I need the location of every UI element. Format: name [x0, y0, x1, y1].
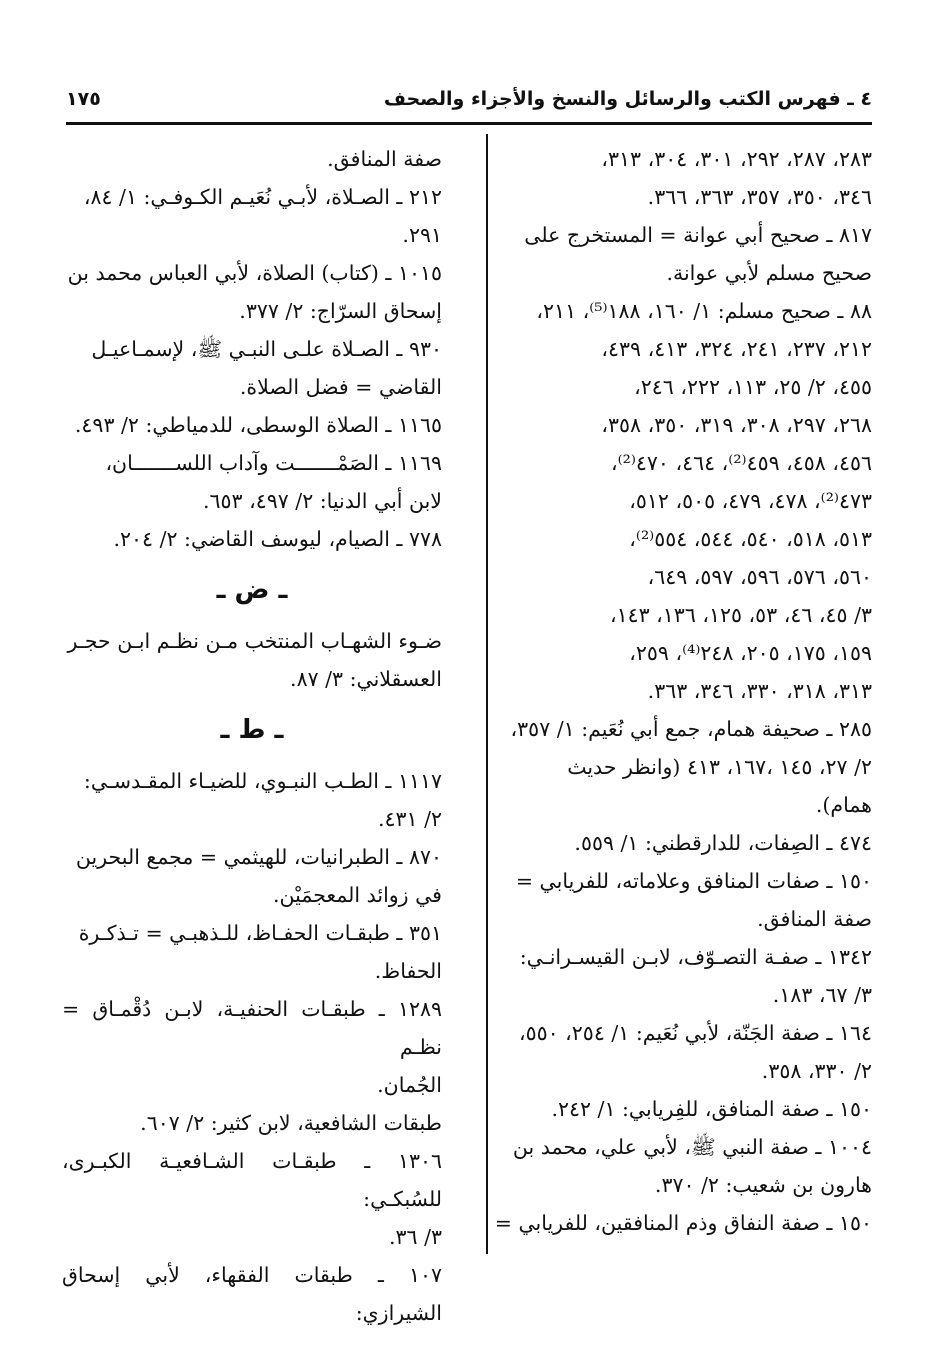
entry-line: ٢٩١. [402, 223, 442, 247]
entry-line: ١٥٠ ـ صفة النفاق وذم المنافقين، للفريابي = [494, 1211, 872, 1235]
index-entry [468, 140, 872, 216]
entry-line: القاضي = فضل الصلاة. [239, 375, 442, 399]
entry-line: ١٣٠٦ ـ طبقـات الشـافعيـة الكبـرى، للسُبكـي: [62, 1149, 442, 1211]
index-entry [62, 520, 442, 558]
left-column [62, 140, 442, 1332]
section-heading-ta: ـ ط ـ [220, 715, 284, 745]
entry-line: ٧٧٨ ـ الصيام، ليوسف القاضي: ٢/ ٢٠٤. [113, 527, 442, 551]
entry-line: صفة المنافق. [327, 147, 442, 171]
entry-line: ٨٧٠ ـ الطبرانيات، للهيثمي = مجمع البحرين [75, 845, 442, 869]
index-entry [468, 824, 872, 862]
index-entry [468, 938, 872, 1014]
entry-line: ٣/ ٦٧، ١٨٣. [772, 983, 872, 1007]
entry-line: ١١٦٥ ـ الصلاة الوسطى، للدمياطي: ٢/ ٤٩٣. [74, 413, 442, 437]
entry-line: ١٦٤ ـ صفة الجَنّة، لأبي نُعَيم: ١/ ٢٥٤، ٥٥٠، [518, 1021, 872, 1045]
entry-line: ٢٦٨، ٢٩٧، ٣٠٨، ٣١٩، ٣٥٠، ٣٥٨، [601, 413, 872, 437]
index-entry [468, 1204, 872, 1242]
entry-line: ١١١٧ ـ الطـب النبـوي، للضيـاء المقـدسـي: [83, 769, 442, 793]
header-rule [66, 122, 872, 125]
right-column [468, 140, 872, 1242]
index-entry [62, 1142, 442, 1256]
entry-line: ٣٤٦، ٣٥٠، ٣٥٧، ٣٦٣، ٣٦٦. [647, 185, 872, 209]
page-number: ١٧٥ [66, 88, 101, 110]
entry-line: ٤٥٥، ٢/ ٢٥، ١١٣، ٢٢٢، ٢٤٦، [634, 375, 872, 399]
running-title: ٤ ـ فهرس الكتب والرسائل والنسخ والأجزاء والصحف [383, 88, 872, 110]
entry-line: ٤٥٦، ٤٥٨، ٤٥٩⁽²⁾، ٤٦٤، ٤٧٠⁽²⁾، [610, 451, 872, 475]
left-block-1 [62, 140, 442, 558]
entry-line: الحفاظ. [374, 959, 442, 983]
page-header [66, 86, 872, 116]
entry-line: ٣١٣، ٣١٨، ٣٣٠، ٣٤٦، ٣٦٣. [647, 679, 872, 703]
entry-line: هارون بن شعيب: ٢/ ٣٧٠. [654, 1173, 872, 1197]
entry-line: ١٥٩، ١٧٥، ٢٠٥، ٢٤٨⁽⁴⁾، ٢٥٩، [629, 641, 872, 665]
entry-line: ٨٨ ـ صحيح مسلم: ١/ ١٦٠، ١٨٨⁽⁵⁾، ٢١١، [536, 299, 872, 323]
entry-line: الجُمان. [377, 1073, 442, 1097]
entry-line: ١٠٠٤ ـ صفة النبي ﷺ، لأبي علي، محمد بن [512, 1135, 872, 1159]
entry-line: ١٥٠ ـ صفات المنافق وعلاماته، للفريابي = [515, 869, 872, 893]
index-entry [468, 216, 872, 292]
entry-line: همام). [815, 793, 872, 817]
index-entry [62, 838, 442, 914]
entry-line: ٥١٣، ٥١٨، ٥٤٠، ٥٤٤، ٥٥٤⁽²⁾، [629, 527, 872, 551]
entry-line: ضـوء الشهـاب المنتخب مـن نظـم ابـن حجـر [67, 629, 442, 653]
index-entry [468, 862, 872, 938]
entry-line: ٤٧٣⁽²⁾، ٤٧٨، ٤٧٩، ٥٠٥، ٥١٢، [629, 489, 872, 513]
index-entry [468, 1014, 872, 1090]
entry-line: ٣/ ٣٦. [388, 1225, 442, 1249]
index-entry [62, 762, 442, 838]
entry-line: ١٥٠ ـ صفة المنافق، للفِريابي: ١/ ٢٤٢. [551, 1097, 872, 1121]
entry-line: صحيح مسلم لأبي عوانة. [666, 261, 872, 285]
entry-line: ٢/ ٣٣٠، ٣٥٨. [761, 1059, 872, 1083]
entry-line: ٢٨٣، ٢٨٧، ٢٩٢، ٣٠١، ٣٠٤، ٣١٣، [601, 147, 872, 171]
index-entry [62, 622, 442, 698]
index-entry [62, 990, 442, 1104]
entry-line: ٤٧٤ ـ الصِفات، للدارقطني: ١/ ٥٥٩. [574, 831, 872, 855]
entry-line: ٩٣٠ ـ الصـلاة علـى النبـي ﷺ، لإسمـاعيـل [91, 337, 442, 361]
entry-line: ٣/ ٤٥، ٤٦، ٥٣، ١٢٥، ١٣٦، ١٤٣، [609, 603, 872, 627]
index-entry [62, 914, 442, 990]
index-entry [62, 444, 442, 520]
entry-line: ٢١٢، ٢٣٧، ٢٤١، ٣٢٤، ٤١٣، ٤٣٩، [601, 337, 872, 361]
index-entry [62, 1256, 442, 1332]
index-entry [468, 710, 872, 824]
index-entry [468, 292, 872, 710]
index-entry [62, 178, 442, 254]
entry-line: ١١٦٩ ـ الصَمْـــــــت وآداب اللســـــــان، [105, 451, 442, 475]
entry-line: طبقات الشافعية، لابن كثير: ٢/ ٦٠٧. [140, 1111, 442, 1135]
index-entry [62, 1104, 442, 1142]
entry-line: في زوائد المعجمَيْن. [273, 883, 442, 907]
entry-line: ٢٨٥ ـ صحيفة همام، جمع أبي نُعَيم: ١/ ٣٥٧، [510, 717, 872, 741]
entry-line: إسحاق السرّاج: ٢/ ٣٧٧. [239, 299, 442, 323]
entry-line: ١٣٤٢ ـ صفـة التصـوّف، لابـن القيسـرانـي: [519, 945, 872, 969]
entry-line: لابن أبي الدنيا: ٢/ ٤٩٧، ٦٥٣. [202, 489, 442, 513]
entry-line: ١٠٧ ـ طبقات الفقهاء، لأبي إسحاق الشيرازي: [62, 1263, 442, 1325]
index-entry [62, 330, 442, 406]
index-entry [62, 254, 442, 330]
section-heading-dad: ـ ض ـ [216, 575, 288, 605]
entry-line: ٣٥١ ـ طبقـات الحفـاظ، للـذهبـي = تـذكـرة [78, 921, 442, 945]
index-entry [468, 1128, 872, 1204]
index-entry [62, 140, 442, 178]
entry-line: ٥٦٠، ٥٧٦، ٥٩٦، ٥٩٧، ٦٤٩، [647, 565, 872, 589]
left-block-2 [62, 622, 442, 698]
entry-line: ٢/ ٤٣١. [377, 807, 442, 831]
index-entry [468, 1090, 872, 1128]
index-entry [62, 406, 442, 444]
entry-line: ٢/ ٢٧، ١٤٥ ،١٦٧، ٤١٣ (وانظر حديث [567, 755, 872, 779]
entry-line: ١٢٨٩ ـ طبقـات الحنفيـة، لابـن دُقْمـاق = نظـم [62, 997, 442, 1059]
entry-line: ٢١٢ ـ الصـلاة، لأبـي نُعَيـم الكـوفـي: ١/ ٨٤، [83, 185, 442, 209]
entry-line: ٨١٧ ـ صحيح أبي عوانة = المستخرج على [524, 223, 872, 247]
entry-line: ١٠١٥ ـ (كتاب) الصلاة، لأبي العباس محمد بن [67, 261, 442, 285]
entry-line: العسقلاني: ٣/ ٨٧. [290, 667, 442, 691]
left-block-3 [62, 762, 442, 1332]
entry-line: صفة المنافق. [757, 907, 872, 931]
